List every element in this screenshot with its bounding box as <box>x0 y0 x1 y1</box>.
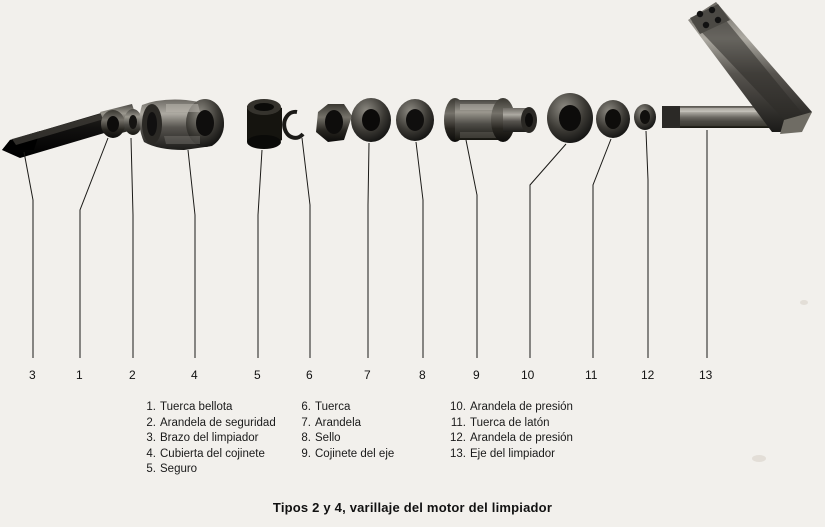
legend-text: Cubierta del cojinete <box>160 447 265 460</box>
leader-lines <box>24 130 707 358</box>
part-acorn-nut <box>101 110 125 138</box>
legend-index: 11. <box>450 416 466 429</box>
legend-column-2 <box>295 400 450 478</box>
legend-index: 8. <box>301 432 311 444</box>
part-pressure-washer-12 <box>634 104 656 130</box>
callout-number: 5 <box>254 368 261 382</box>
legend-text: Sello <box>315 432 341 444</box>
callout-number: 10 <box>521 368 535 382</box>
part-lock-washer <box>124 109 142 135</box>
legend-text: Arandela <box>315 416 362 429</box>
legend-index: 13. <box>450 447 466 460</box>
legend-index: 1. <box>146 401 156 413</box>
part-wiper-shaft <box>662 2 812 134</box>
legend-item <box>140 462 295 478</box>
part-retainer-cup <box>247 99 282 149</box>
callout-number: 12 <box>641 368 655 382</box>
parts-legend <box>140 400 700 478</box>
callout-number: 4 <box>191 368 198 382</box>
legend-item <box>450 431 670 447</box>
legend-column-3 <box>450 400 670 478</box>
figure-caption: Tipos 2 y 4, varillaje del motor del limpiador <box>272 500 553 515</box>
callout-number: 2 <box>129 368 136 382</box>
legend-text: Tuerca de latón <box>470 416 550 429</box>
legend-text: Eje del limpiador <box>470 447 556 460</box>
legend-index: 5. <box>146 463 156 475</box>
legend-text: Cojinete del eje <box>315 447 395 460</box>
legend-index: 9. <box>301 447 311 460</box>
legend-item <box>140 416 295 432</box>
callout-number: 7 <box>364 368 371 382</box>
part-bearing-cover <box>139 99 224 150</box>
legend-index: 6. <box>301 401 311 413</box>
part-snap-ring <box>284 112 303 138</box>
legend-item <box>140 400 295 416</box>
legend-item <box>450 400 670 416</box>
part-brass-nut <box>596 100 630 138</box>
legend-text: Arandela de presión <box>470 401 573 413</box>
callout-number: 8 <box>419 368 426 382</box>
legend-text: Arandela de presión <box>470 432 573 444</box>
callout-number: 11 <box>585 368 598 382</box>
legend-index: 3. <box>146 432 156 444</box>
part-pressure-washer-10 <box>547 93 593 143</box>
legend-item <box>295 400 450 416</box>
callout-number: 6 <box>306 368 313 382</box>
legend-text: Seguro <box>160 463 198 475</box>
legend-text: Tuerca <box>315 401 351 413</box>
legend-text: Arandela de seguridad <box>160 416 276 429</box>
legend-index: 7. <box>301 416 311 429</box>
callout-number: 13 <box>699 368 713 382</box>
legend-index: 12. <box>450 432 466 444</box>
legend-item <box>295 447 450 463</box>
legend-index: 2. <box>146 416 156 429</box>
legend-text: Brazo del limpiador <box>160 432 259 444</box>
legend-item <box>140 431 295 447</box>
part-shaft-bearing <box>444 98 537 142</box>
part-washer-7 <box>351 98 391 142</box>
legend-item <box>295 431 450 447</box>
part-seal <box>396 99 434 141</box>
legend-column-1 <box>140 400 295 478</box>
paper-blemish <box>752 455 766 462</box>
callout-number: 9 <box>473 368 480 382</box>
legend-item <box>450 447 670 463</box>
legend-index: 4. <box>146 447 156 460</box>
part-hex-nut <box>316 104 352 142</box>
legend-item <box>295 416 450 432</box>
legend-index: 10. <box>450 401 466 413</box>
legend-text: Tuerca bellota <box>160 401 233 413</box>
legend-item <box>140 447 295 463</box>
callout-number: 3 <box>29 368 36 382</box>
legend-item <box>450 416 670 432</box>
callout-number: 1 <box>76 368 83 382</box>
